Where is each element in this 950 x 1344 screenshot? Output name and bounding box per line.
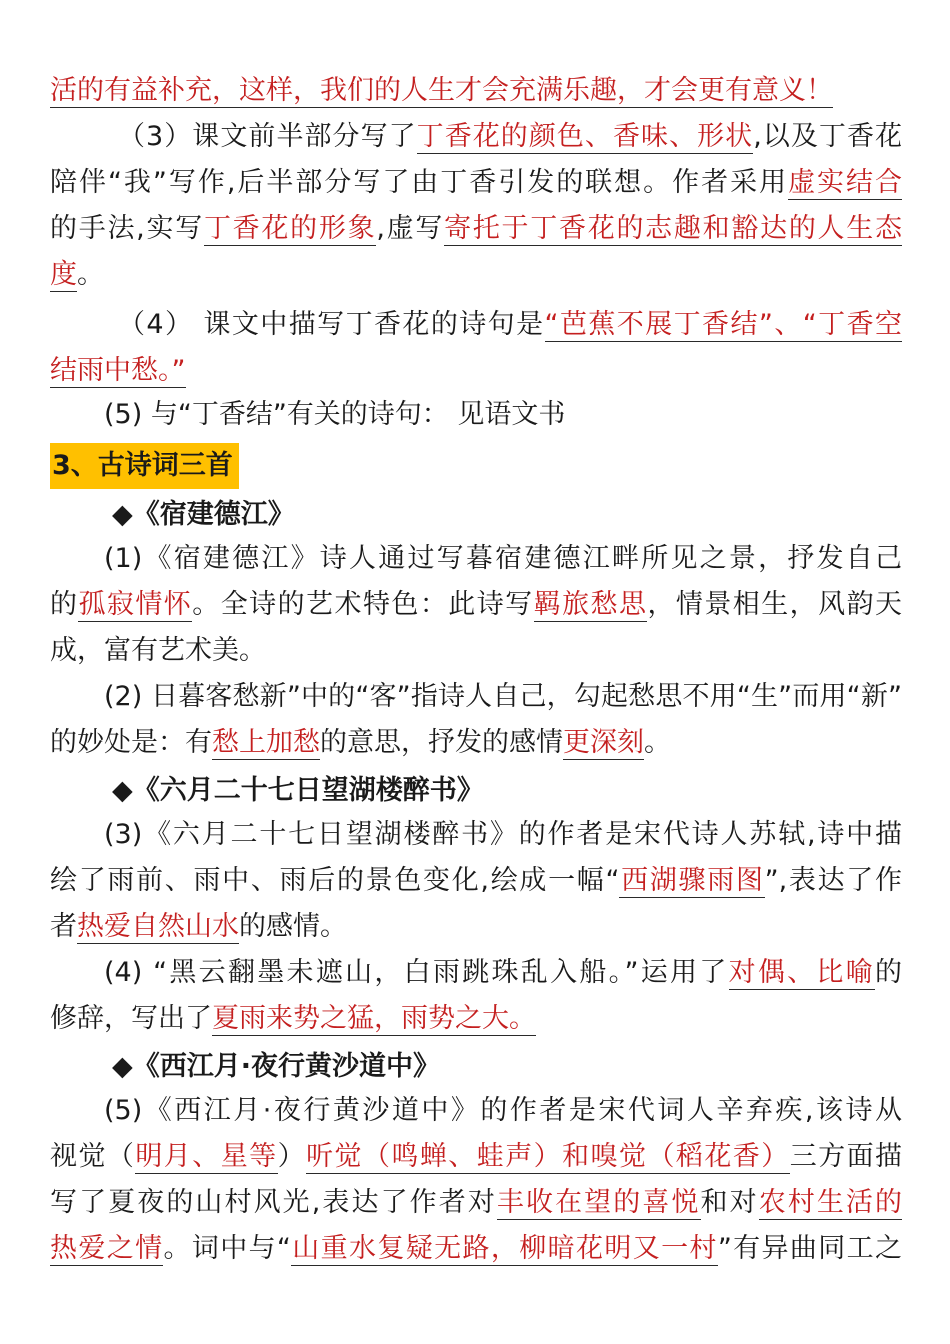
- text-line: [50, 1180, 902, 1226]
- text-line: [104, 536, 902, 582]
- body-text: （4） 课文中描写丁香花的诗句是: [118, 309, 545, 340]
- answer-text: 山重水复疑无路，柳暗花明又一村: [290, 1233, 718, 1264]
- section-heading: 3、古诗词三首: [50, 443, 239, 489]
- answer-text: “芭蕉不展丁香结”、“丁香空: [544, 309, 902, 340]
- poem-subheading: [112, 1044, 712, 1090]
- answer-text: 丁香花的颜色、香味、形状: [416, 121, 754, 152]
- answer-text: 热爱之情: [50, 1233, 164, 1264]
- text-line: [50, 904, 650, 950]
- text-line: [104, 812, 902, 858]
- body-text: 者: [50, 911, 77, 942]
- text-line: [50, 348, 350, 394]
- body-text: （3）课文前半部分写了: [118, 121, 417, 152]
- answer-text: 寄托于丁香花的志趣和豁达的人生态: [444, 213, 902, 244]
- answer-text: 丁香花的形象: [203, 213, 377, 244]
- text-line: [104, 674, 902, 720]
- text-line: [118, 114, 902, 160]
- answer-text: 西湖骤雨图: [619, 865, 765, 896]
- text-line: [50, 1226, 902, 1272]
- body-text: (1)《宿建德江》诗人通过写暮宿建德江畔所见之景，抒发自己: [104, 543, 902, 574]
- text-line: [118, 302, 902, 348]
- body-text: 写了夏夜的山村风光,表达了作者对: [50, 1187, 497, 1218]
- body-text: ，情景相生，风韵天: [647, 589, 903, 620]
- body-text: 成，富有艺术美。: [50, 635, 266, 666]
- body-text: 。词中与“: [163, 1233, 291, 1264]
- text-line: [50, 68, 880, 114]
- text-line: [50, 858, 902, 904]
- body-text: 陪伴“我”写作,后半部分写了由丁香引发的联想。作者采用: [50, 167, 789, 198]
- answer-text: 活的有益补充，这样，我们的人生才会充满乐趣，才会更有意义！: [50, 75, 833, 106]
- answer-text: 听觉（鸣蝉、蛙声）和嗅觉（稻花香）: [306, 1141, 790, 1172]
- text-line: [50, 582, 902, 628]
- poem-subheading: [112, 768, 712, 814]
- body-text: (4) “黑云翻墨未遮山，白雨跳珠乱入船。”运用了: [104, 957, 729, 988]
- text-line: [50, 1134, 902, 1180]
- body-text: 的感情。: [239, 911, 347, 942]
- body-text: ◆《西江月·夜行黄沙道中》: [112, 1051, 441, 1082]
- body-text: ◆《六月二十七日望湖楼醉书》: [112, 775, 484, 806]
- text-line: [50, 628, 450, 674]
- body-text: 和对: [700, 1187, 759, 1218]
- body-text: 绘了雨前、雨中、雨后的景色变化,绘成一幅“: [50, 865, 620, 896]
- body-text: ,虚写: [376, 213, 445, 244]
- text-line: [104, 392, 704, 438]
- body-text: 视觉（: [50, 1141, 136, 1172]
- body-text: (5)《西江月·夜行黄沙道中》的作者是宋代词人辛弃疾,该诗从: [104, 1095, 902, 1126]
- text-line: [50, 720, 750, 766]
- body-text: 的妙处是：有: [50, 727, 212, 758]
- text-line: [50, 160, 902, 206]
- answer-text: 丰收在望的喜悦: [496, 1187, 701, 1218]
- body-text: 。: [77, 259, 104, 290]
- body-text: ”,表达了作: [764, 865, 902, 896]
- body-text: 的意思，抒发的感情: [320, 727, 563, 758]
- answer-text: 虚实结合: [788, 167, 903, 198]
- answer-text: 愁上加愁: [212, 727, 320, 758]
- body-text: ,以及丁香花: [753, 121, 903, 152]
- body-text: ◆《宿建德江》: [112, 499, 295, 530]
- answer-text: 热爱自然山水: [77, 911, 239, 942]
- text-line: [104, 950, 902, 996]
- body-text: 修辞，写出了: [50, 1003, 212, 1034]
- answer-text: 农村生活的: [758, 1187, 903, 1218]
- answer-text: 对偶、比喻: [728, 957, 876, 988]
- body-text: (3)《六月二十七日望湖楼醉书》的作者是宋代诗人苏轼,诗中描: [104, 819, 902, 850]
- text-line: [50, 252, 150, 298]
- body-text: ）: [277, 1141, 307, 1172]
- text-line: [50, 996, 650, 1042]
- text-line: [50, 206, 902, 252]
- answer-text: 更深刻: [563, 727, 644, 758]
- body-text: 的: [875, 957, 903, 988]
- body-text: (2) 日暮客愁新”中的“客”指诗人自己，勾起愁思不用“生”而用“新”: [104, 681, 902, 712]
- body-text: 三方面描: [789, 1141, 903, 1172]
- body-text: 。全诗的艺术特色：此诗写: [192, 589, 534, 620]
- answer-text: 羁旅愁思: [533, 589, 648, 620]
- body-text: ”有异曲同工之: [717, 1233, 903, 1264]
- answer-text: 明月、星等: [135, 1141, 278, 1172]
- body-text: (5) 与“丁香结”有关的诗句： 见语文书: [104, 399, 566, 430]
- body-text: 的手法,实写: [50, 213, 204, 244]
- text-line: [104, 1088, 902, 1134]
- poem-subheading: [112, 492, 512, 538]
- body-text: 。: [644, 727, 671, 758]
- answer-text: 孤寂情怀: [78, 589, 193, 620]
- body-text: 的: [50, 589, 79, 620]
- answer-text: 结雨中愁。”: [50, 355, 186, 386]
- answer-text: 度: [50, 259, 77, 290]
- answer-text: 夏雨来势之猛，雨势之大。: [212, 1003, 536, 1034]
